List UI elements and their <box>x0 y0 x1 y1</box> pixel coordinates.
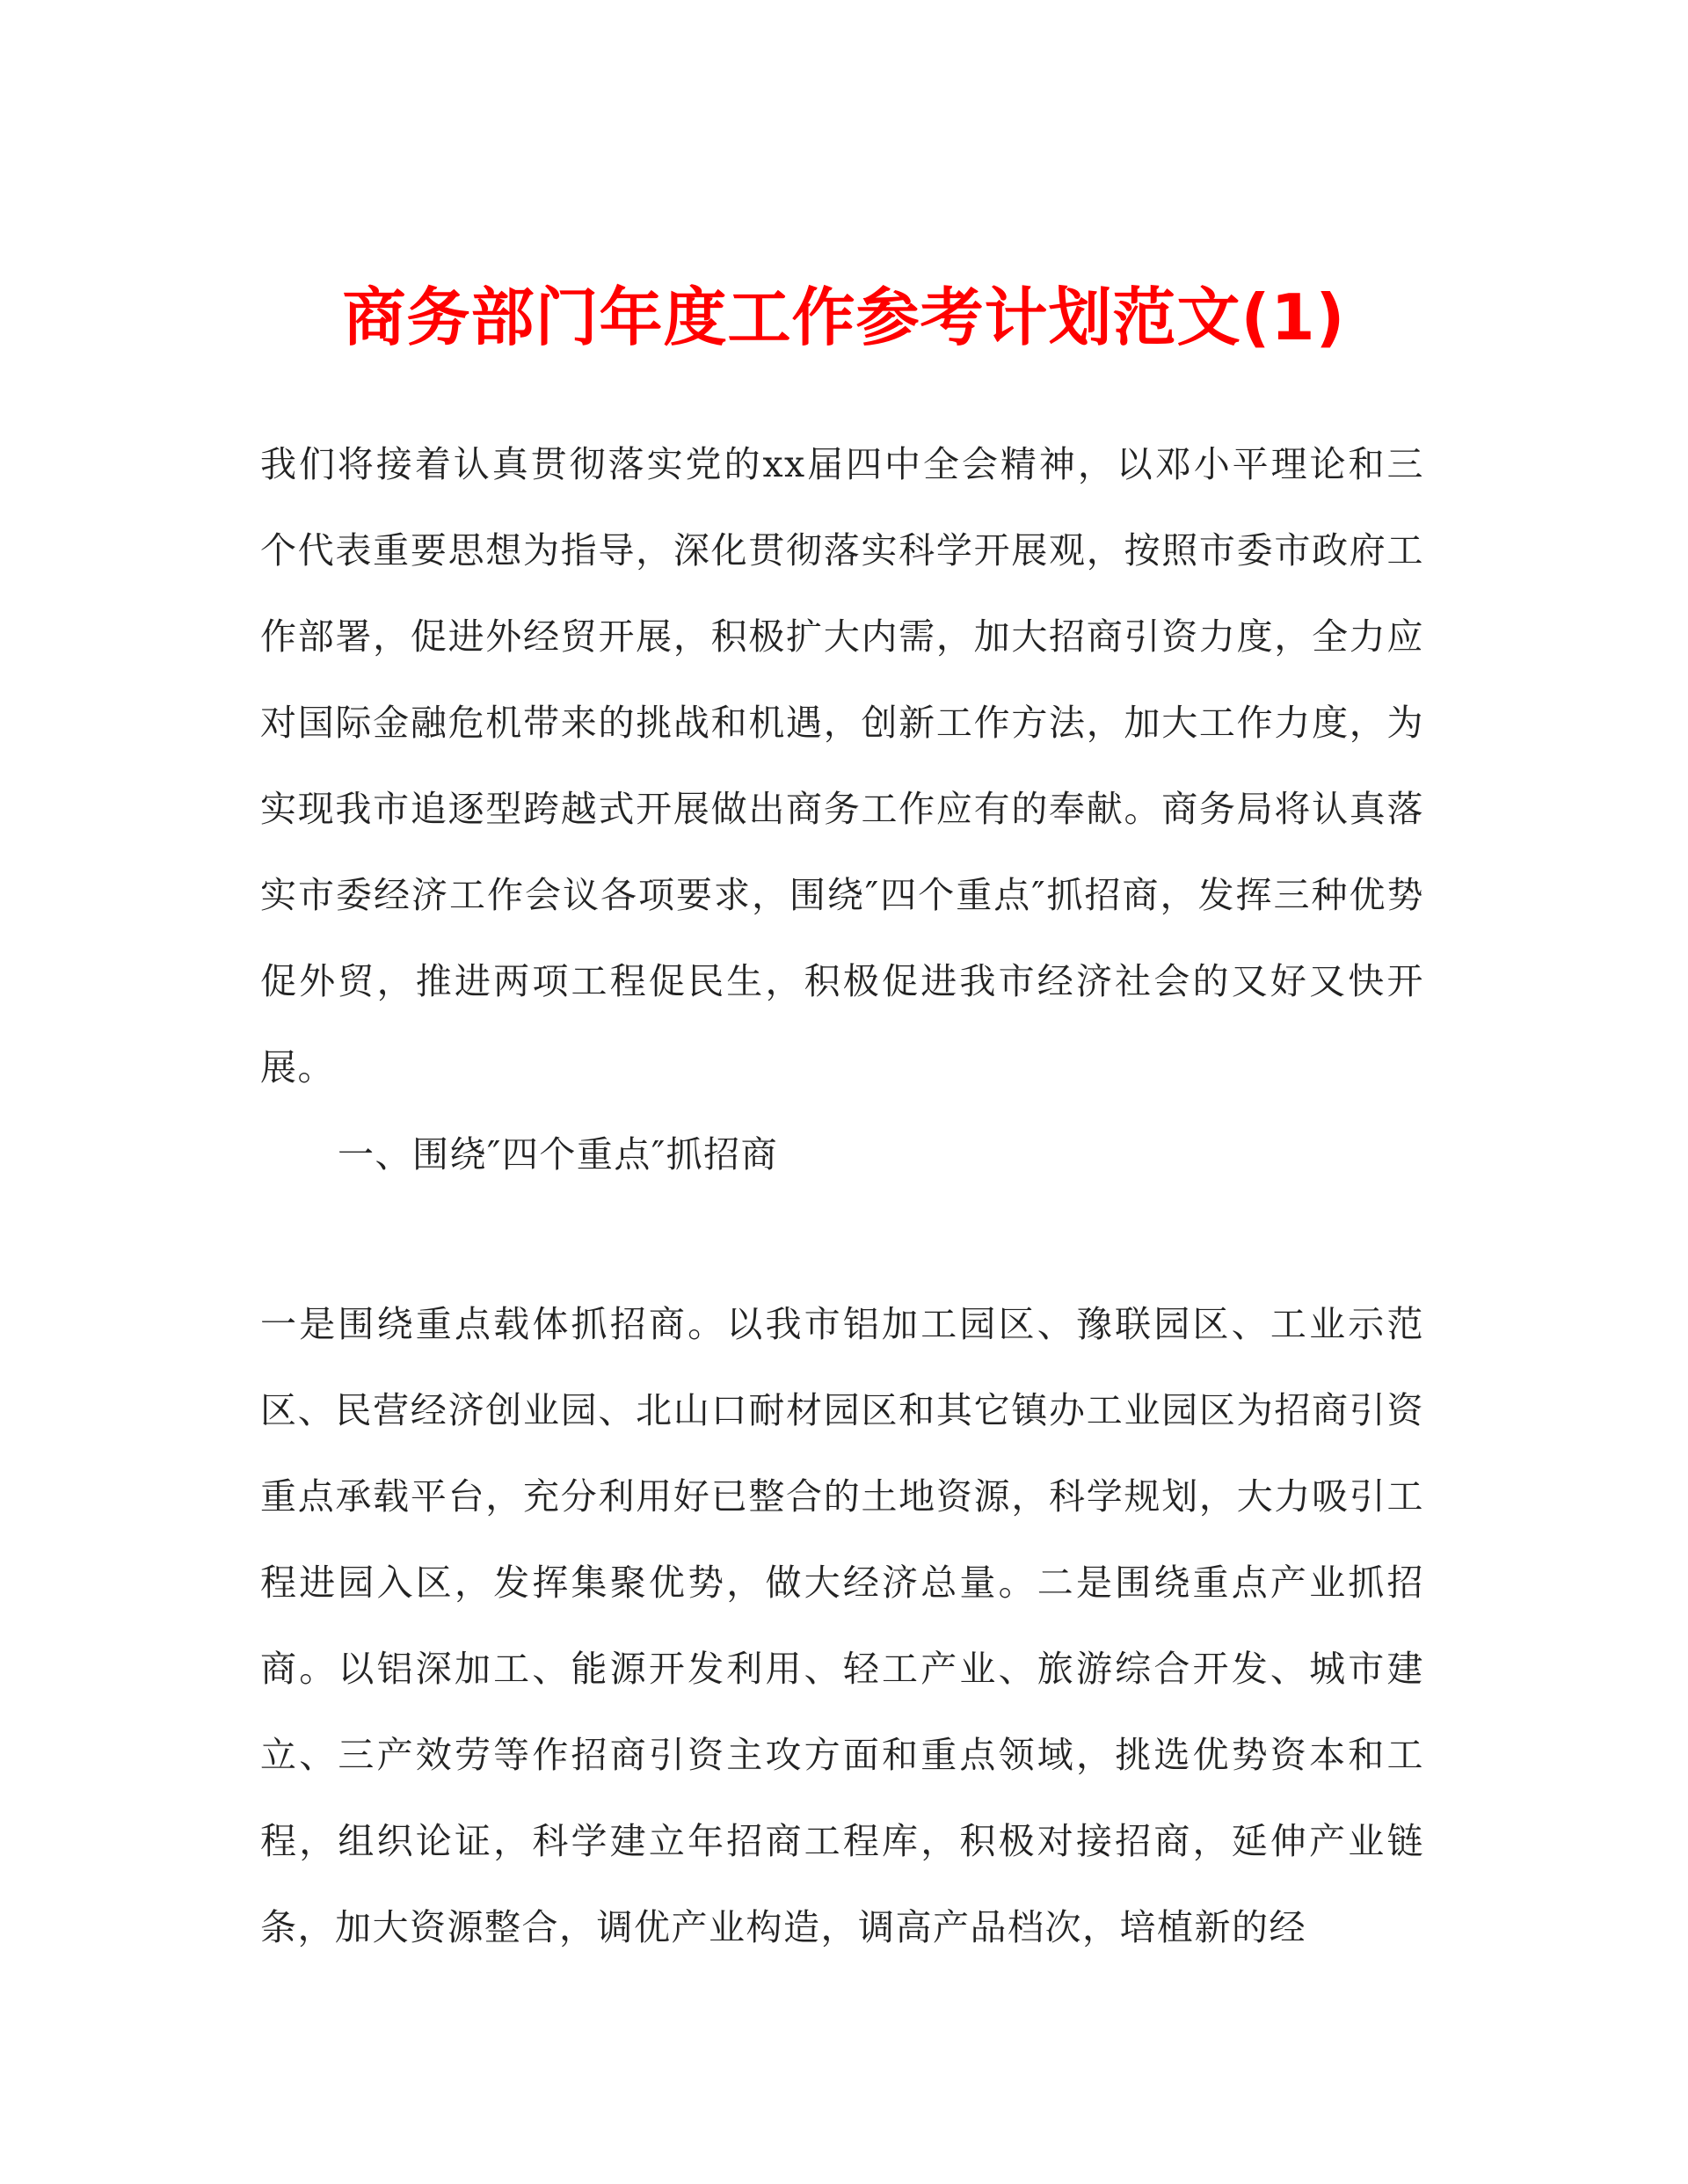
body-paragraph-intro: 我们将接着认真贯彻落实党的xx届四中全会精神，以邓小平理论和三个代表重要思想为指导，深化贯彻落实科学开展观，按照市委市政府工作部署，促进外经贸开展，积极扩大内需，加大招商引资力度，全力应对国际金融危机带来的挑战和机遇，创新工作方法，加大工作力度，为实现我市追逐型跨越式开展做出商务工作应有的奉献。商务局将认真落实市委经济工作会议各项要求，围绕″四个重点″抓招商，发挥三种优势促外贸，推进两项工程促民生，积极促进我市经济社会的又好又快开展。 <box>260 443 1424 1088</box>
body-paragraph-section-1: 一是围绕重点载体抓招商。以我市铝加工园区、豫联园区、工业示范区、民营经济创业园、北山口耐材园区和其它镇办工业园区为招商引资重点承载平台，充分利用好已整合的土地资源，科学规划，大力吸引工程进园入区，发挥集聚优势，做大经济总量。二是围绕重点产业抓招商。以铝深加工、能源开发利用、轻工产业、旅游综合开发、城市建立、三产效劳等作招商引资主攻方面和重点领域，挑选优势资本和工程，组织论证，科学建立年招商工程库，积极对接招商，延伸产业链条，加大资源整合，调优产业构造，调高产品档次，培植新的经 <box>260 1303 1424 1948</box>
section-heading-1: 一、围绕″四个重点″抓招商 <box>338 1133 779 1176</box>
document-title: 商务部门年度工作参考计划范文(1) <box>342 280 1346 355</box>
